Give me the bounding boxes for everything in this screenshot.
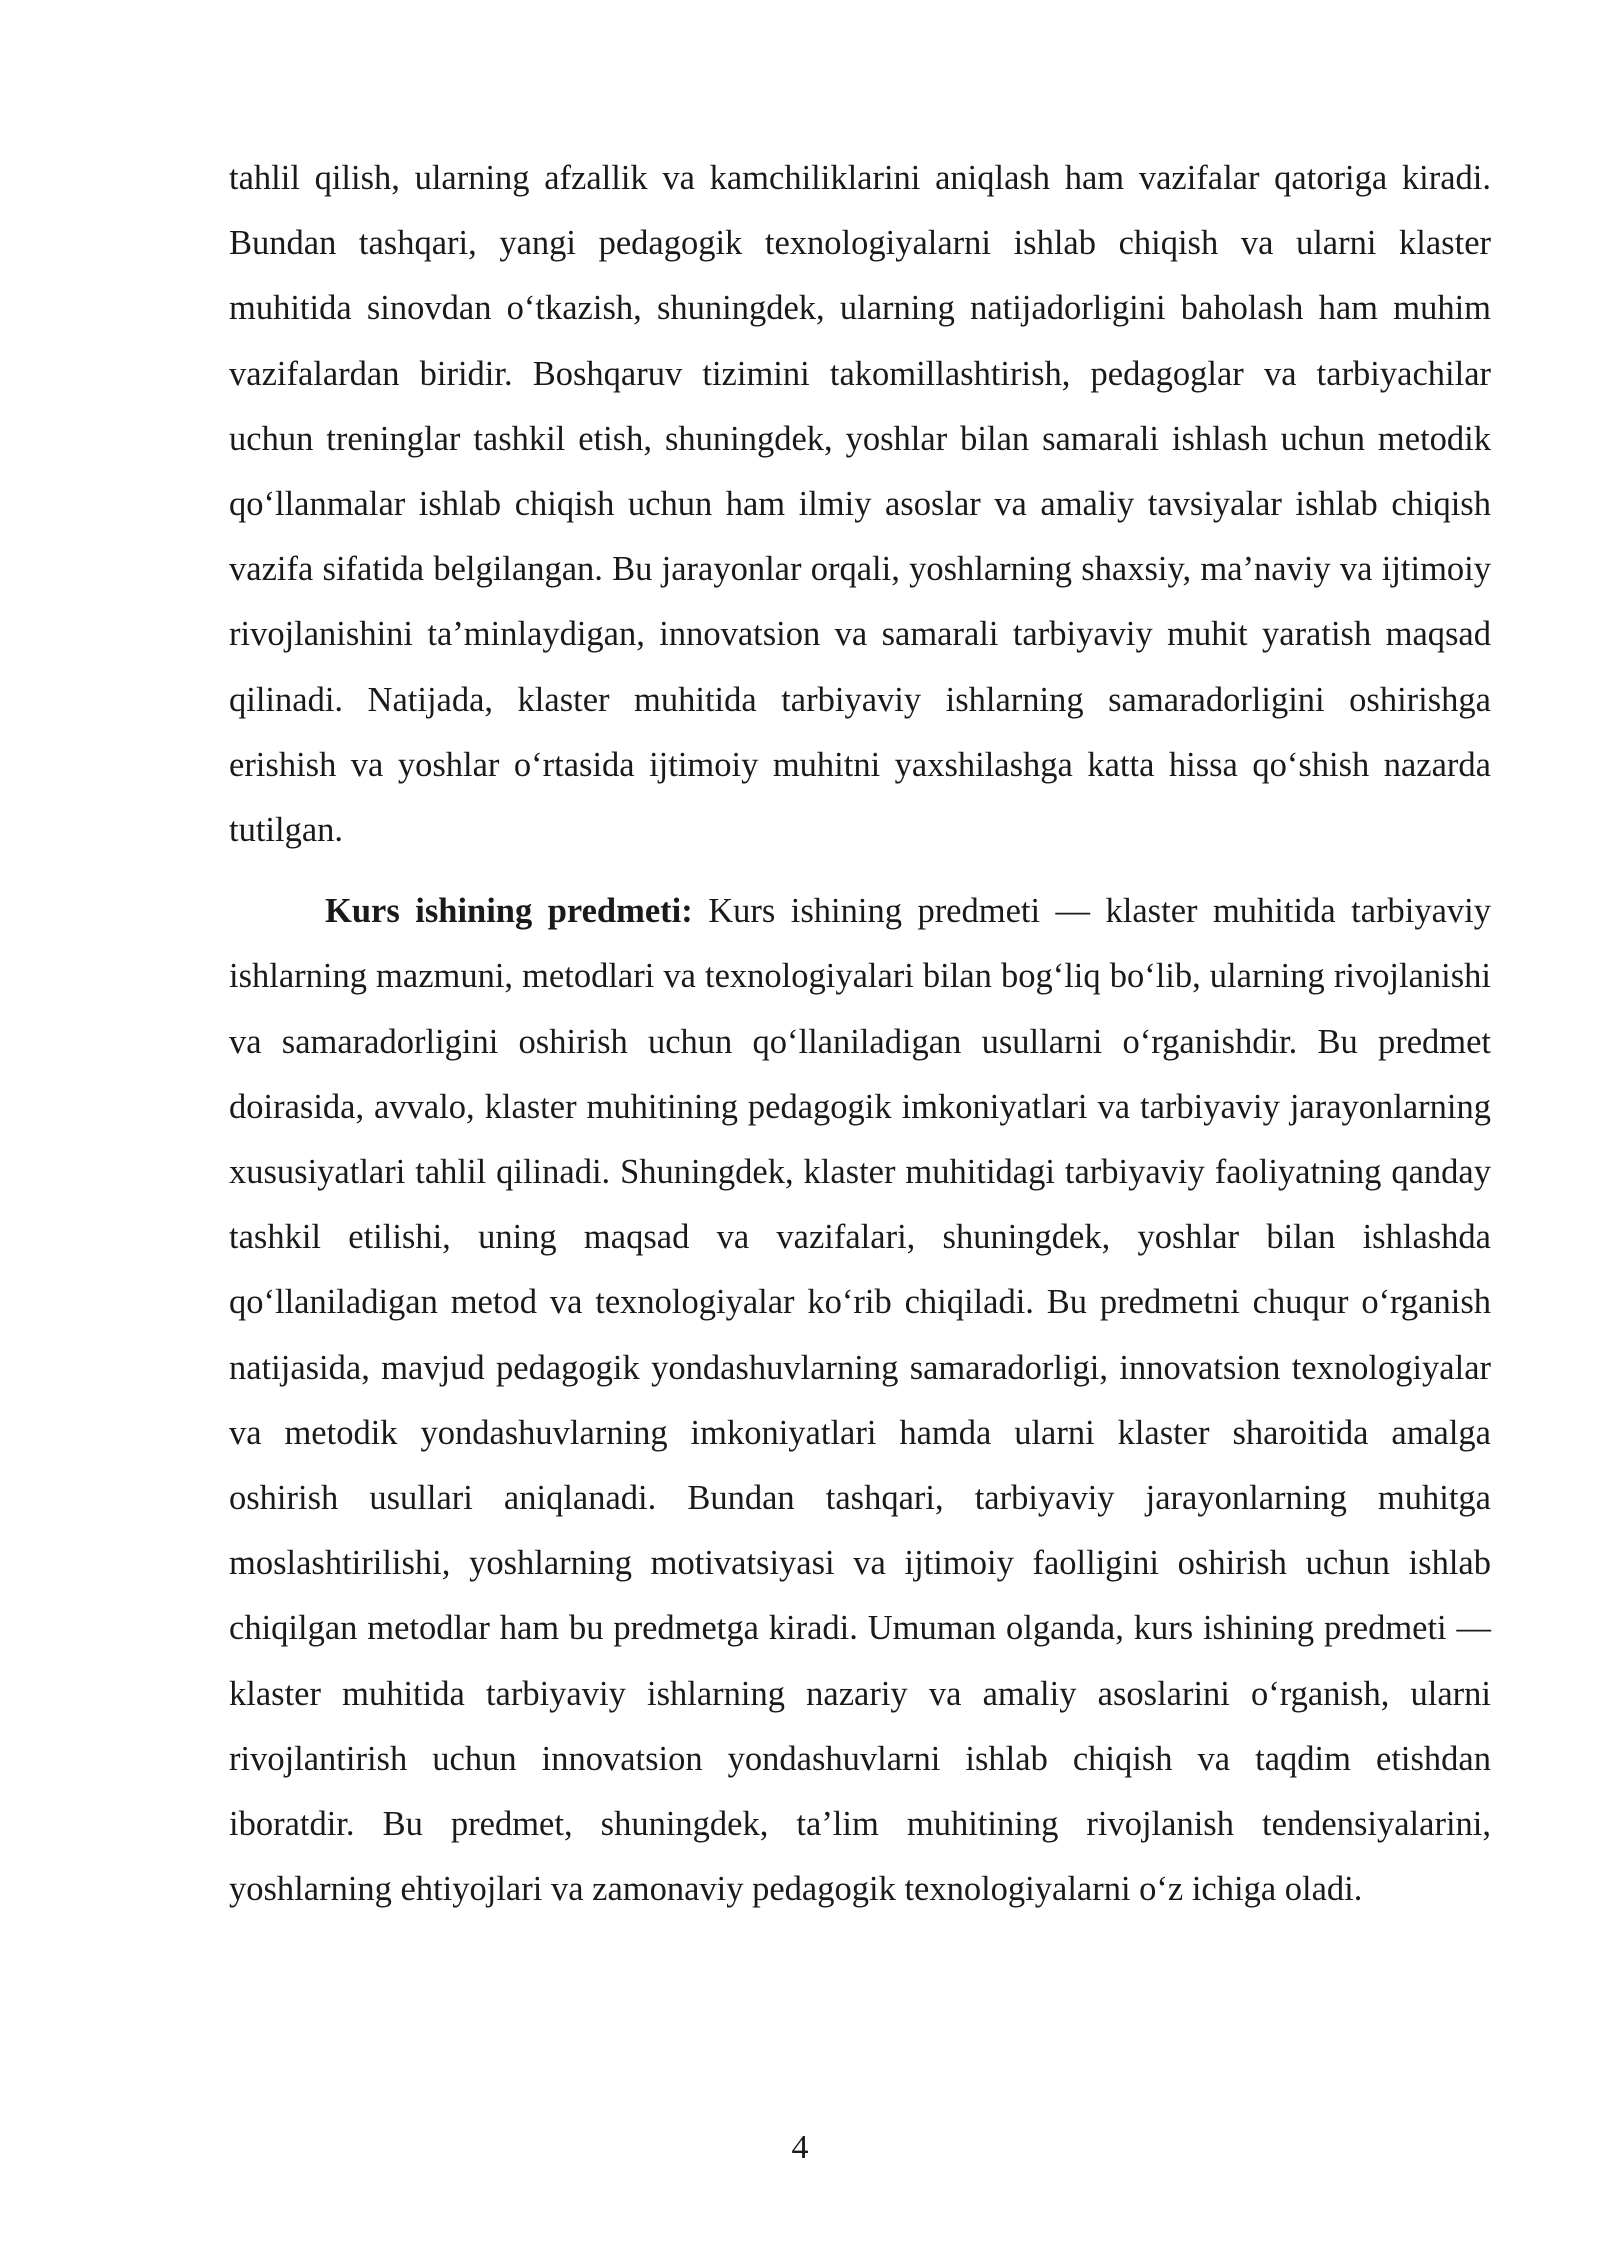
document-page <box>229 146 1491 1922</box>
section-lead-heading: Kurs ishining predmeti: <box>325 892 693 931</box>
section-body-text: Kurs ishining predmeti — klaster muhitida tarbiyaviy ishlarning mazmuni, metodlari va texnologiyalari bilan bog‘liq bo‘lib, ularning rivojlanishi va samaradorligini oshirish uchun qo‘llaniladigan usullarni o‘rganishdir. Bu predmet doirasida, avvalo, klaster muhitining pedagogik imkoniyatlari va tarbiyaviy jarayonlarning xususiyatlari tahlil qilinadi. Shuningdek, klaster muhitidagi tarbiyaviy faoliyatning qanday tashkil etilishi, uning maqsad va vazifalari, shuningdek, yoshlar bilan ishlashda qo‘llaniladigan metod va texnologiyalar ko‘rib chiqiladi. Bu predmetni chuqur o‘rganish natijasida, mavjud pedagogik yondashuvlarning samaradorligi, innovatsion texnologiyalar va metodik yondashuvlarning imkoniyatlari hamda ularni klaster sharoitida amalga oshirish usullari aniqlanadi. Bundan tashqari, tarbiyaviy jarayonlarning muhitga moslashtirilishi, yoshlarning motivatsiyasi va ijtimoiy faolligini oshirish uchun ishlab chiqilgan metodlar ham bu predmetga kiradi. Umuman olganda, kurs ishining predmeti — klaster muhitida tarbiyaviy ishlarning nazariy va amaliy asoslarini o‘rganish, ularni rivojlantirish uchun innovatsion yondashuvlarni ishlab chiqish va taqdim etishdan iboratdir. Bu predmet, shuningdek, ta’lim muhitining rivojlanish tendensiyalarini, yoshlarning ehtiyojlari va zamonaviy pedagogik texnologiyalarni o‘z ichiga oladi. <box>229 892 1491 1909</box>
page-number: 4 <box>791 2129 809 2166</box>
body-paragraph-1: tahlil qilish, ularning afzallik va kamchiliklarini aniqlash ham vazifalar qatoriga kiradi. Bundan tashqari, yangi pedagogik texnologiyalarni ishlab chiqish va ularni klaster muhitida sinovdan o‘tkazish, shuningdek, ularning natijadorligini baholash ham muhim vazifalardan biridir. Boshqaruv tizimini takomillashtirish, pedagoglar va tarbiyachilar uchun treninglar tashkil etish, shuningdek, yoshlar bilan samarali ishlash uchun metodik qo‘llanmalar ishlab chiqish uchun ham ilmiy asoslar va amaliy tavsiyalar ishlab chiqish vazifa sifatida belgilangan. Bu jarayonlar orqali, yoshlarning shaxsiy, ma’naviy va ijtimoiy rivojlanishini ta’minlaydigan, innovatsion va samarali tarbiyaviy muhit yaratish maqsad qilinadi. Natijada, klaster muhitida tarbiyaviy ishlarning samaradorligini oshirishga erishish va yoshlar o‘rtasida ijtimoiy muhitni yaxshilashga katta hissa qo‘shish nazarda tutilgan. <box>229 159 1491 850</box>
body-paragraph-2 <box>229 879 1491 1922</box>
